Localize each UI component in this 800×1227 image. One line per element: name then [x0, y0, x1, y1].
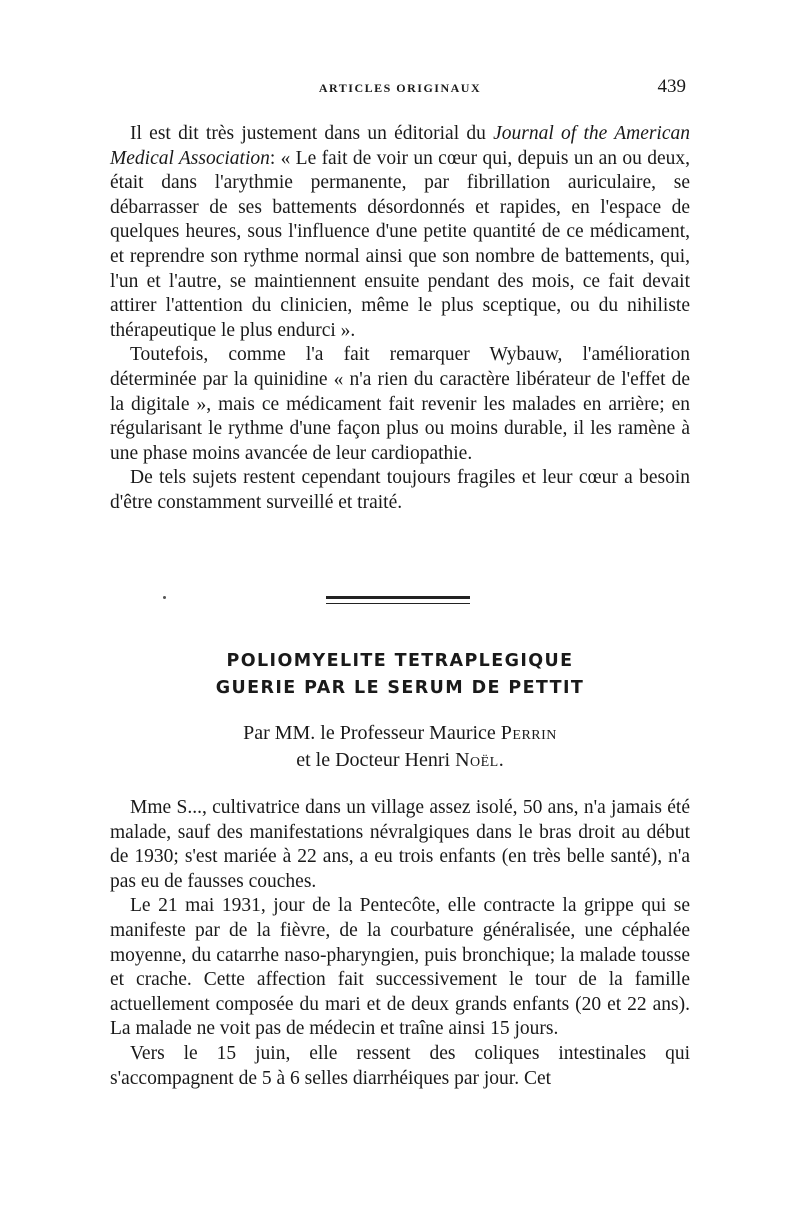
page-number: 439: [657, 76, 686, 97]
paragraph: Toutefois, comme l'a fait remarquer Wybauw, l'amélioration déterminée par la quinidine « n'a rien du caractère libérateur de l'effet de la digitale », mais ce médicament fait revenir les malades en arrière; en régularisant le rythme d'une façon plus ou moins durable, il les ramène à une phase moins avancée de leur cardiopathie.: [110, 344, 690, 464]
byline-line: [110, 747, 690, 774]
paragraph: De tels sujets restent cependant toujours fragiles et leur cœur a besoin d'être constamment surveillé et traité.: [110, 467, 690, 513]
article-title: [110, 648, 690, 702]
paragraph-text: : « Le fait de voir un cœur qui, depuis un an ou deux, était dans l'arythmie permanente, par fibrillation auriculaire, se débarrasser de ses battements désordonnés et rapides, en l'espace de quelques heures, sous l'influence d'une petite quantité de ce médicament, et reprendre son rythme normal ainsi que son nombre de battements, qui, l'un et l'autre, se maintiennent ensuite pendant des mois, ce fait devait attirer l'attention du clinicien, même le plus sceptique, ou du nihiliste thérapeutique le plus endurci ».: [110, 147, 690, 341]
article-title-line: GUERIE PAR LE SERUM DE PETTIT: [215, 678, 585, 698]
running-title: ARTICLES ORIGINAUX: [318, 81, 482, 95]
byline: [110, 720, 690, 774]
paragraph: [110, 122, 690, 343]
author-surname: Perrin: [500, 722, 557, 744]
print-speck: [163, 596, 166, 599]
byline-text: et le Docteur Henri: [296, 749, 451, 771]
text-block-case-report: [110, 796, 690, 1091]
article-title-line: POLIOMYELITE TETRAPLEGIQUE: [226, 651, 574, 671]
text-block-editorial: [110, 122, 690, 516]
paragraph: Mme S..., cultivatrice dans un village assez isolé, 50 ans, n'a jamais été malade, sauf des manifestations névralgiques dans le bras droit au début de 1930; s'est mariée à 22 ans, a eu trois enfants (en très belle santé), n'a pas eu de fausses couches.: [110, 797, 690, 892]
paragraph: Le 21 mai 1931, jour de la Pentecôte, elle contracte la grippe qui se manifeste par de la fièvre, de la courbature généralisée, une céphalée moyenne, du catarrhe naso-pharyngien, puis bronchique; la malade tousse et crache. Cette affection fait successivement le tour de la famille actuellement composée du mari et de deux grands enfants (20 et 22 ans). La malade ne voit pas de médecin et traîne ainsi 15 jours.: [110, 895, 690, 1040]
byline-line: [110, 720, 690, 747]
section-separator: [326, 596, 470, 604]
running-header: [110, 76, 690, 100]
byline-text: Par MM. le Professeur Maurice: [243, 722, 496, 744]
byline-text: .: [498, 749, 504, 771]
paragraph-text: Il est dit très justement dans un éditorial du: [130, 123, 486, 144]
paragraph: Vers le 15 juin, elle ressent des coliques intestinales qui s'accompagnent de 5 à 6 selles diarrhéiques par jour. Cet: [110, 1042, 690, 1089]
author-surname: Noël: [455, 749, 499, 771]
journal-title: Journal of the American Medical Association: [110, 123, 691, 169]
